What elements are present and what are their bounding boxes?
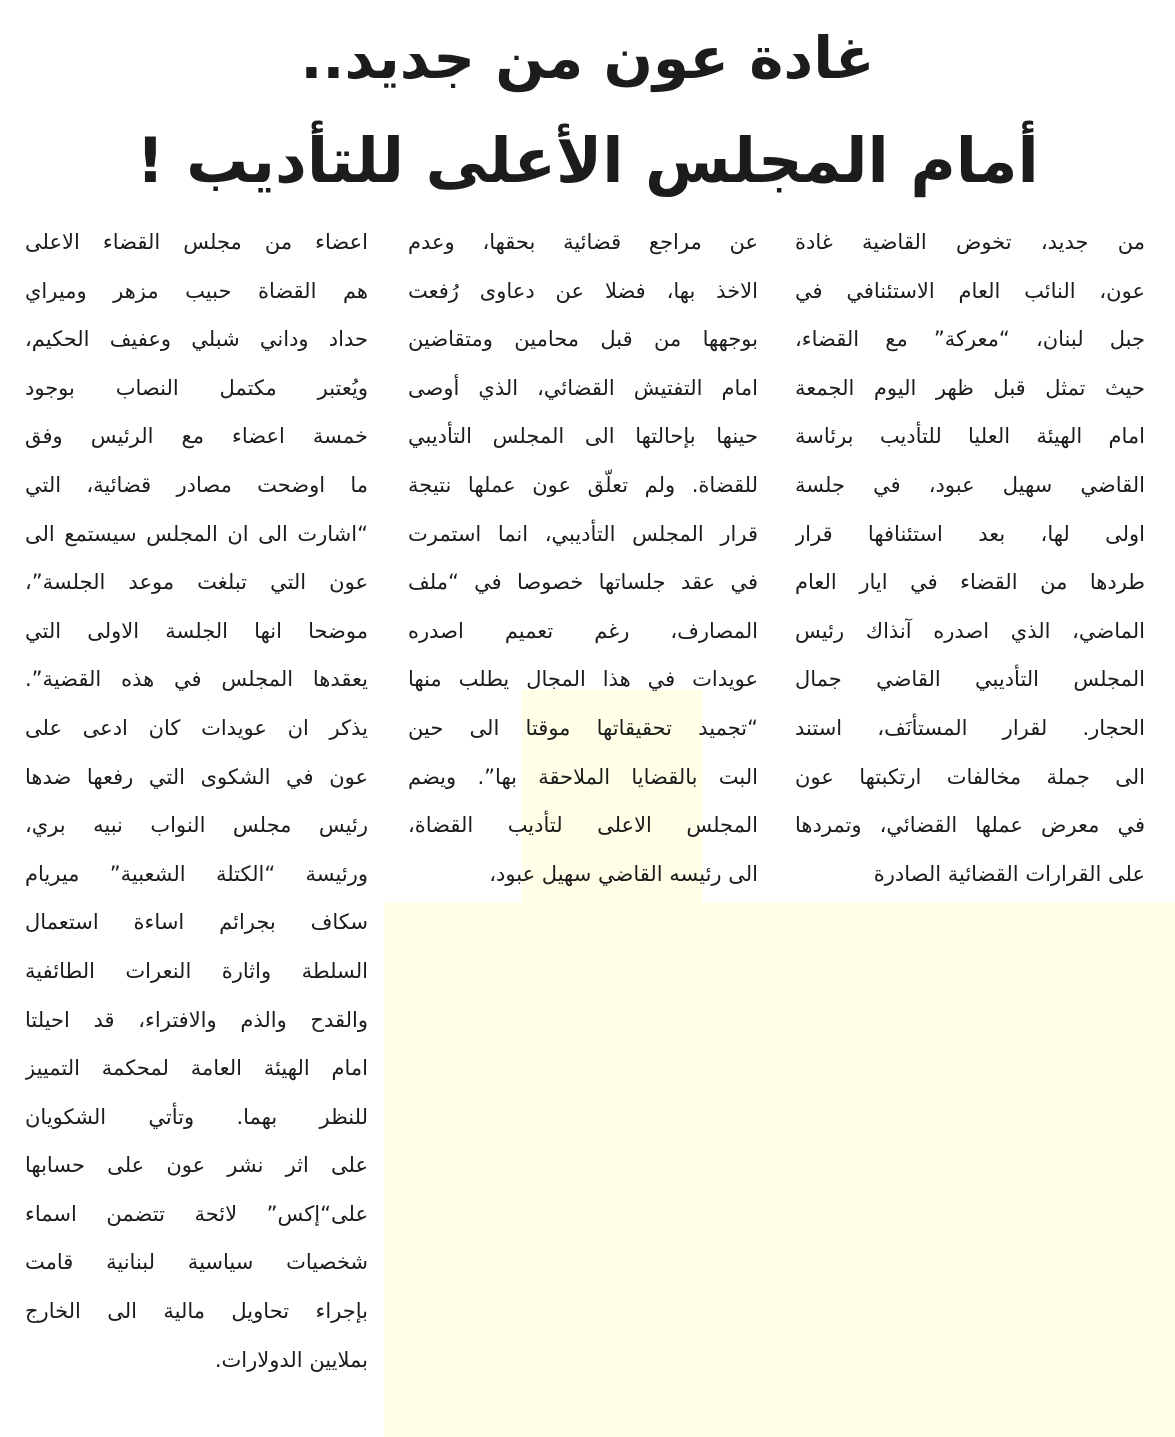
article-text-line: حينها بإحالتها الى المجلس التأديبي xyxy=(408,424,758,449)
article-text-line: عويدات في هذا المجال يطلب منها xyxy=(408,667,758,692)
article-text-line: موضحا انها الجلسة الاولى التي xyxy=(25,618,368,643)
article-text-line: “تجميد تحقيقاتها موقتا الى حين xyxy=(408,715,758,740)
headline-line-1: غادة عون من جديد.. xyxy=(300,24,875,92)
article-text-line: في عقد جلساتها خصوصا في “ملف xyxy=(408,570,758,595)
article-column-right xyxy=(795,218,1145,898)
article-text-line: الحجار. لقرار المستأنَف، استند xyxy=(795,715,1145,740)
article-text-line: اولى لها، بعد استئنافها قرار xyxy=(795,521,1145,546)
article-column-middle xyxy=(408,218,758,898)
article-text-line: امام الهيئة العامة لمحكمة التمييز xyxy=(25,1056,368,1081)
article-text-line: من جديد، تخوض القاضية غادة xyxy=(795,230,1145,254)
article-text-line: عون في الشكوى التي رفعها ضدها xyxy=(25,764,368,789)
highlight-background-panel xyxy=(384,903,1175,1437)
article-text-line: حيث تمثل قبل ظهر اليوم الجمعة xyxy=(795,375,1145,400)
article-text-line: للنظر بهما. وتأتي الشكويان xyxy=(25,1104,368,1129)
article-text-line: الاخذ بها، فضلا عن دعاوى رُفعت xyxy=(408,278,758,303)
article-text-line: للقضاة. ولم تعلّق عون عملها نتيجة xyxy=(408,472,758,497)
article-text-line: سكاف بجرائم اساءة استعمال xyxy=(25,910,368,935)
article-text-line: خمسة اعضاء مع الرئيس وفق xyxy=(25,424,368,449)
article-text-line: المصارف، رغم تعميم اصدره xyxy=(408,618,758,643)
article-text-line: على القرارات القضائية الصادرة xyxy=(873,861,1145,886)
article-text-line: على“إكس” لائحة تتضمن اسماء xyxy=(25,1201,368,1226)
article-text-line: والقدح والذم والافتراء، قد احيلتا xyxy=(25,1007,368,1032)
article-text-line: على اثر نشر عون على حسابها xyxy=(25,1153,368,1178)
article-text-line: السلطة واثارة النعرات الطائفية xyxy=(25,958,368,983)
article-text-line: “اشارت الى ان المجلس سيستمع الى xyxy=(25,521,368,546)
article-text-line: يعقدها المجلس في هذه القضية”. xyxy=(25,667,368,692)
article-text-line: المجلس التأديبي القاضي جمال xyxy=(795,667,1145,692)
article-text-line: عون، النائب العام الاستئنافي في xyxy=(795,278,1145,303)
article-text-line: يذكر ان عويدات كان ادعى على xyxy=(25,715,368,740)
article-text-line: في معرض عملها القضائي، وتمردها xyxy=(795,813,1145,838)
article-text-line: امام التفتيش القضائي، الذي أوصى xyxy=(408,375,758,400)
article-text-line: الماضي، الذي اصدره آنذاك رئيس xyxy=(795,618,1145,643)
article-text-line: المجلس الاعلى لتأديب القضاة، xyxy=(408,813,758,838)
article-text-line: ورئيسة “الكتلة الشعبية” ميريام xyxy=(25,861,368,886)
article-text-line: عن مراجع قضائية بحقها، وعدم xyxy=(408,230,758,254)
article-text-line: عون التي تبلغت موعد الجلسة”، xyxy=(25,570,368,595)
article-text-line: اعضاء من مجلس القضاء الاعلى xyxy=(25,230,368,254)
article-text-line: ويُعتبر مكتمل النصاب بوجود xyxy=(25,375,368,400)
article-text-line: بوجهها من قبل محامين ومتقاضين xyxy=(408,327,758,352)
article-text-line: الى رئيسه القاضي سهيل عبود، xyxy=(489,861,758,886)
article-text-line: رئيس مجلس النواب نبيه بري، xyxy=(25,813,368,838)
article-text-line: امام الهيئة العليا للتأديب برئاسة xyxy=(795,424,1145,449)
headline-line-2: أمام المجلس الأعلى للتأديب ! xyxy=(136,124,1039,197)
article-text-line: هم القضاة حبيب مزهر وميراي xyxy=(25,278,368,303)
article-text-line: بملايين الدولارات. xyxy=(214,1347,368,1372)
article-text-line: البت بالقضايا الملاحقة بها”. ويضم xyxy=(408,764,758,789)
article-text-line: جبل لبنان، “معركة” مع القضاء، xyxy=(795,327,1145,352)
article-text-line: حداد وداني شبلي وعفيف الحكيم، xyxy=(25,327,368,352)
article-text-line: الى جملة مخالفات ارتكبتها عون xyxy=(795,764,1145,789)
article-text-line: طردها من القضاء في ايار العام xyxy=(795,570,1145,595)
article-text-line: ما اوضحت مصادر قضائية، التي xyxy=(25,472,368,497)
article-text-line: شخصيات سياسية لبنانية قامت xyxy=(25,1250,368,1275)
article-column-left xyxy=(25,218,368,1384)
article-text-line: قرار المجلس التأديبي، انما استمرت xyxy=(408,521,758,546)
article-text-line: بإجراء تحاويل مالية الى الخارج xyxy=(25,1299,368,1324)
article-text-line: القاضي سهيل عبود، في جلسة xyxy=(795,472,1145,497)
